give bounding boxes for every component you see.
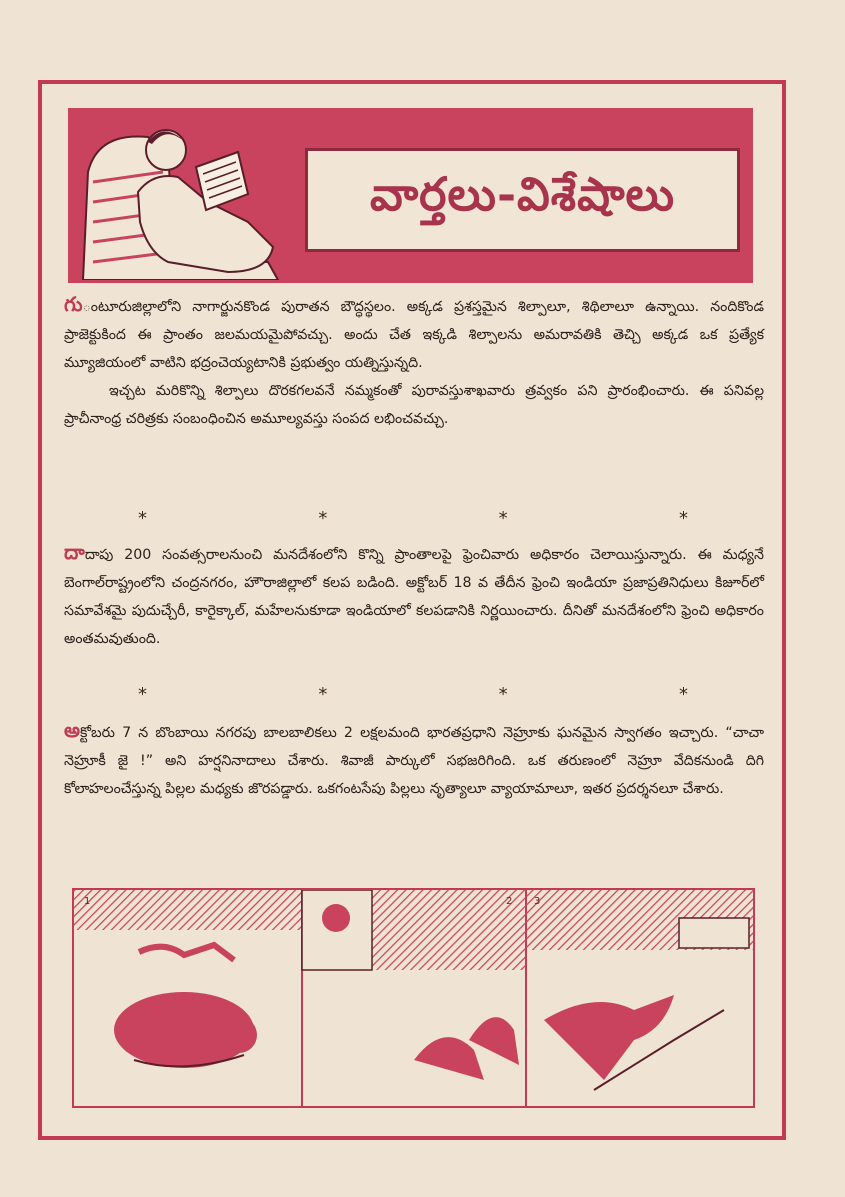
lead-letter: గు [64,292,83,316]
leaping-cat-icon [544,995,674,1080]
comic-strip [72,888,755,1108]
man-reading-newspaper-icon [78,112,293,280]
article-paragraph: దాదాపు 200 సంవత్సరాలనుంచి మనదేశంలోని కొన్ని ప్రాంతాలపై ఫ్రెంచివారు అధికారం చెలాయిస్తున్నారు. ఈ మధ్యనే బెంగాల్‌రాష్ట్రంలోని చంద్రనగరం, హౌరాజిల్లాలో కలప బడింది. అక్టోబర్ 18 వ తేదీన ఫ్రెంచి ఇండియా ప్రజాప్రతినిధులు కిజూర్‌లో సమావేశమై పుదుచ్చేరీ, కారైక్కాల్, మహేలనుకూడా ఇండియాలో కలపడానికి నిర్ణయించారు. దీనితో మనదేశంలోని ఫ్రెంచి అధికారం అంతమవుతుంది. [64,540,764,647]
lead-letter: అ [64,718,80,742]
article-paragraph: గుంటూరుజిల్లాలోని నాగార్జునకొండ పురాతన బౌద్ధస్థలం. అక్కడ ప్రశస్తమైన శిల్పాలూ, శిథిలాలూ ఉన్నాయి. నందికొండ ప్రాజెక్టుకింద ఈ ప్రాంతం జలమయమైపోవచ్చు. అందు చేత ఇక్కడి శిల్పాలను అమరావతికి తెచ్చి అక్కడ ఒక ప్రత్యేక మ్యూజియంలో వాటిని భద్రంచెయ్యటానికి ప్రభుత్వం యత్నిస్తున్నది. [64,292,764,371]
separator: * * * * [138,508,688,529]
article-nehru-bombay [64,716,764,803]
separator: * * * * [138,684,688,705]
panel-number: 2 [506,896,513,907]
lead-letter: దా [64,540,85,564]
comic-panels [74,890,753,1106]
panel-number: 1 [84,896,91,907]
page-title: వార్తలు-విశేషాలు [369,167,676,221]
mouse-icon [414,1037,484,1080]
article-paragraph: అక్టోబరు 7 న బొంబాయి నగరపు బాలబాలికలు 2 లక్షలమంది భారతప్రధాని నెహ్రూకు ఘనమైన స్వాగతం ఇచ్చారు. “చాచా నెహ్రూకీ జై !” అని హర్షనినాదాలు చేశారు. శివాజీ పార్కులో సభజరిగింది. ఒక తరుణంలో నెహ్రూ వేదికనుండి దిగి కోలాహలంచేస్తున్న పిల్లల మధ్యకు జొరపడ్డారు. ఒకగంటసేపు పిల్లలు నృత్యాలూ వ్యాయామాలూ, ఇతర ప్రదర్శనలూ చేశారు. [64,718,764,797]
article-paragraph: ఇచ్చట మరికొన్ని శిల్పాలు దొరకగలవనే నమ్మకంతో పురావస్తుశాఖవారు త్రవ్వకం పని ప్రారంభించారు. ఈ పనివల్ల ప్రాచీనాంధ్ర చరిత్రకు సంబంధించిన అమూల్యవస్తు సంపద లభించవచ్చు. [64,383,764,427]
article-nagarjunakonda [64,290,764,433]
panel-number: 3 [534,896,541,907]
article-french-india [64,538,764,653]
title-box [305,148,740,252]
mouse-icon [139,945,234,960]
